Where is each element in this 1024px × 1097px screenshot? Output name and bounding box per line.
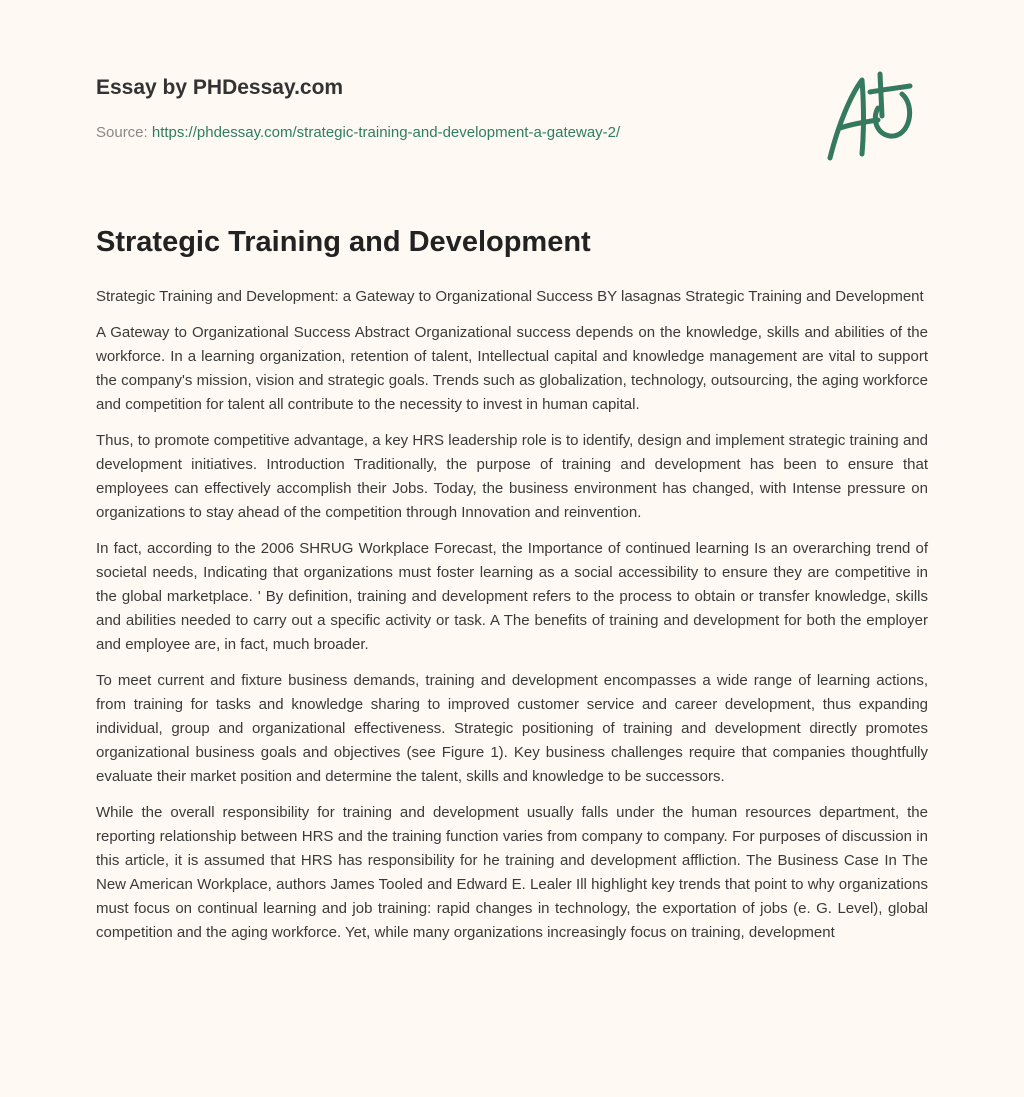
paragraph: To meet current and fixture business demands, training and development encompasses a wide range of learning actions, from training for tasks and knowledge sharing to improved customer service and career development, thus expanding individual, group and organizational effectiveness. Strategic positioning of training and development directly promotes organizational business goals and objectives (see Figure 1). Key business challenges require that companies thoughtfully evaluate their market position and determine the talent, skills and knowledge to be successors. bbox=[96, 672, 928, 785]
source-link[interactable]: https://phdessay.com/strategic-training-and-development-a-gateway-2/ bbox=[151, 124, 621, 141]
paragraph: A Gateway to Organizational Success Abstract Organizational success depends on the knowledge, skills and abilities of the workforce. In a learning organization, retention of talent, Intellectual capital and knowledge management are vital to support the company's mission, vision and strategic goals. Trends such as globalization, technology, outsourcing, the aging workforce and competition for talent all contribute to the necessity to invest in human capital. bbox=[96, 324, 928, 413]
article-title: Strategic Training and Development bbox=[96, 226, 591, 258]
source-line bbox=[96, 124, 620, 141]
article-body bbox=[96, 285, 928, 957]
paragraph: In fact, according to the 2006 SHRUG Workplace Forecast, the Importance of continued learning Is an overarching trend of societal needs, Indicating that organizations must foster learning as a social accessibility to ensure they are competitive in the global marketplace. ' By definition, training and development refers to the process to obtain or transfer knowledge, skills and abilities needed to carry out a specific activity or task. A The benefits of training and development for both the employer and employee are, in fact, much broader. bbox=[96, 540, 928, 653]
paragraph: Thus, to promote competitive advantage, a key HRS leadership role is to identify, design and implement strategic training and development initiatives. Introduction Traditionally, the purpose of training and development has been to ensure that employees can effectively accomplish their Jobs. Today, the business environment has changed, with Intense pressure on organizations to stay ahead of the competition through Innovation and reinvention. bbox=[96, 432, 928, 521]
paragraph: While the overall responsibility for training and development usually falls under the human resources department, the reporting relationship between HRS and the training function varies from company to company. For purposes of discussion in this article, it is assumed that HRS has responsibility for he training and development affliction. The Business Case In The New American Workplace, authors James Tooled and Edward E. Lealer Ill highlight key trends that point to why organizations must focus on continual learning and job training: rapid changes in technology, the exportation of jobs (e. G. Level), global competition and the aging workforce. Yet, while many organizations increasingly focus on training, development bbox=[96, 804, 928, 941]
a-plus-logo-icon bbox=[820, 66, 930, 166]
source-label: Source: bbox=[96, 124, 148, 141]
paragraph: Strategic Training and Development: a Gateway to Organizational Success BY lasagnas Strategic Training and Development bbox=[96, 288, 924, 305]
site-brand: Essay by PHDessay.com bbox=[96, 76, 344, 99]
